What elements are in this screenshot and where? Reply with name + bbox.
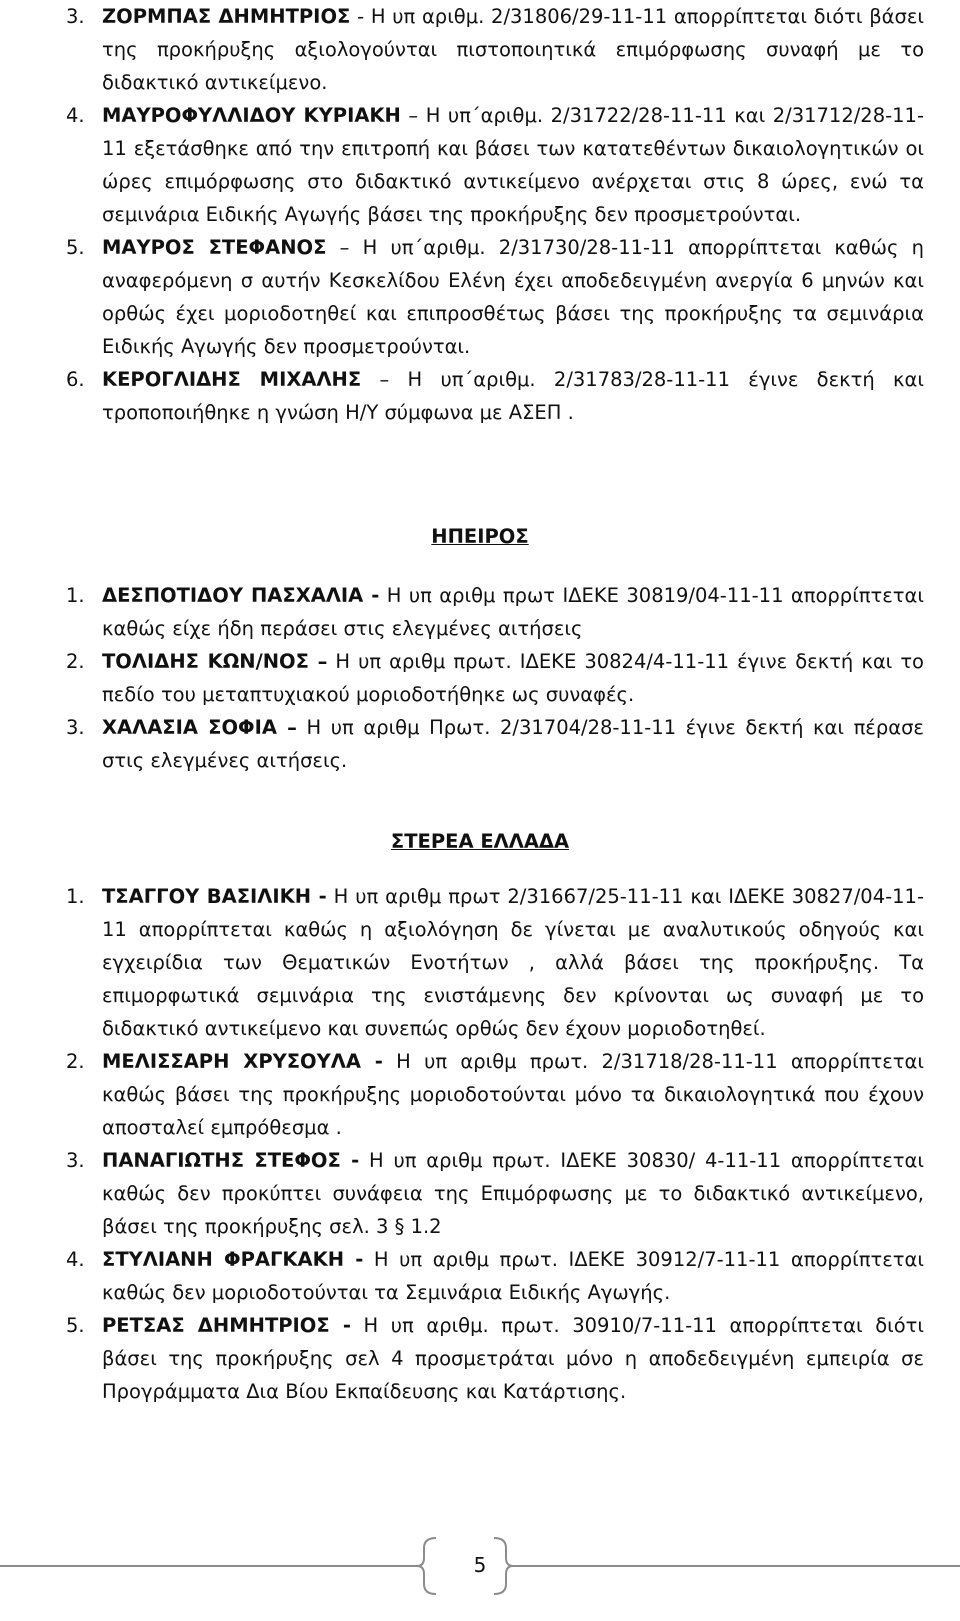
item-text: Η υπ αριθμ πρωτ ΙΔΕΚΕ 30819/04-11-11 απορρίπτεται καθώς είχε ήδη περάσει στις ελεγμένες αιτήσεις xyxy=(102,584,925,640)
item-text: – Η υπ΄αριθμ. 2/31722/28-11-11 και 2/31712/28-11-11 εξετάσθηκε από την επιτροπή και βάσει των κατατεθέντων δικαιολογητικών οι ώρες επιμόρφωσης στο διδακτικό αντικείμενο ανέρχεται στις 8 ώρες, ενώ τα σεμινάρια Ειδικής Αγωγής βάσει της προκήρυξης δεν προσμετρούνται. xyxy=(102,104,925,226)
applicant-name: ΣΤΥΛΙΑΝΗ ΦΡΑΓΚΑΚΗ - xyxy=(102,1248,364,1271)
applicant-name: ΡΕΤΣΑΣ ΔΗΜΗΤΡΙΟΣ - xyxy=(102,1314,351,1337)
list-item xyxy=(66,231,924,363)
item-text: Η υπ αριθμ πρωτ. ΙΔΕΚΕ 30824/4-11-11 έγινε δεκτή και το πεδίο του μεταπτυχιακού μοριοδοτήθηκε ως συναφές. xyxy=(102,650,924,706)
item-text: Η υπ αριθμ Πρωτ. 2/31704/28-11-11 έγινε δεκτή και πέρασε στις ελεγμένες αιτήσεις. xyxy=(102,716,924,772)
list-item xyxy=(66,1243,924,1309)
objections-list-epirus xyxy=(66,579,924,777)
applicant-name: ΔΕΣΠΟΤΙΔΟΥ ΠΑΣΧΑΛΙΑ - xyxy=(102,584,380,607)
item-number: 2. xyxy=(66,650,85,673)
applicant-name: ΧΑΛΑΣΙΑ ΣΟΦΙΑ – xyxy=(102,716,297,739)
list-item xyxy=(66,1045,924,1144)
item-text: – Η υπ΄αριθμ. 2/31783/28-11-11 έγινε δεκτή και τροποποιήθηκε η γνώση Η/Υ σύμφωνα με ΑΣΕΠ . xyxy=(102,368,924,424)
item-text: Η υπ αριθμ πρωτ. ΙΔΕΚΕ 30912/7-11-11 απορρίπτεται καθώς δεν μοριοδοτούνται τα Σεμινάρια Ειδικής Αγωγής. xyxy=(102,1248,924,1304)
list-item xyxy=(66,363,924,429)
applicant-name: ΜΑΥΡΟΦΥΛΛΙΔΟΥ ΚΥΡΙΑΚΗ xyxy=(102,104,401,127)
item-number: 4. xyxy=(66,1248,85,1271)
item-text: - Η υπ αριθμ. 2/31806/29-11-11 απορρίπτεται διότι βάσει της προκήρυξης αξιολογούνται πιστοποιητικά επιμόρφωσης συναφή με το διδακτικό αντικείμενο. xyxy=(102,5,924,94)
item-number: 2. xyxy=(66,1050,85,1073)
applicant-name: ΜΑΥΡΟΣ ΣΤΕΦΑΝΟΣ xyxy=(102,236,327,259)
item-number: 1. xyxy=(66,584,85,607)
section-heading-epirus: ΗΠΕΙΡΟΣ xyxy=(431,525,529,548)
item-number: 3. xyxy=(66,1149,85,1172)
objections-list-sterea-ellada xyxy=(66,880,924,1408)
applicant-name: ΤΣΑΓΓΟΥ ΒΑΣΙΛΙΚΗ - xyxy=(102,885,327,908)
list-item xyxy=(66,99,924,231)
item-text: – Η υπ΄αριθμ. 2/31730/28-11-11 απορρίπτεται καθώς η αναφερόμενη σ αυτήν Κεσκελίδου Ελένη έχει αποδεδειγμένη ανεργία 6 μηνών και ορθώς έχει μοριοδοτηθεί και επιπροσθέτως βάσει της προκήρυξης τα σεμινάρια Ειδικής Αγωγής δεν προσμετρούνται. xyxy=(102,236,924,358)
item-text: Η υπ αριθμ πρωτ. ΙΔΕΚΕ 30830/ 4-11-11 απορρίπτεται καθώς δεν προκύπτει συνάφεια της Επιμόρφωσης με το διδακτικό αντικείμενο, βάσει της προκήρυξης σελ. 3 § 1.2 xyxy=(102,1149,924,1238)
item-text: Η υπ αριθμ πρωτ. 2/31718/28-11-11 απορρίπτεται καθώς βάσει της προκήρυξης μοριοδοτούνται μόνο τα δικαιολογητικά που έχουν αποσταλεί εμπρόθεσμα . xyxy=(102,1050,924,1139)
list-item xyxy=(66,645,924,711)
list-item xyxy=(66,880,924,1045)
list-item xyxy=(66,579,924,645)
page-number: 5 xyxy=(473,1553,487,1577)
list-item xyxy=(66,711,924,777)
item-number: 1. xyxy=(66,885,85,908)
list-item xyxy=(66,1309,924,1408)
section-heading-sterea-ellada: ΣΤΕΡΕΑ ΕΛΛΑΔΑ xyxy=(390,830,570,853)
list-item xyxy=(66,1144,924,1243)
item-number: 4. xyxy=(66,104,85,127)
applicant-name: ΚΕΡΟΓΛΙΔΗΣ ΜΙΧΑΛΗΣ xyxy=(102,368,362,391)
item-number: 3. xyxy=(66,5,85,28)
applicant-name: ΖΟΡΜΠΑΣ ΔΗΜΗΤΡΙΟΣ xyxy=(102,5,351,28)
applicant-name: ΤΟΛΙΔΗΣ ΚΩΝ/ΝΟΣ – xyxy=(102,650,328,673)
objections-list-continued xyxy=(66,0,924,429)
item-number: 6. xyxy=(66,368,85,391)
page-footer xyxy=(0,1536,960,1596)
item-number: 3. xyxy=(66,716,85,739)
list-item xyxy=(66,0,924,99)
item-text: Η υπ αριθμ πρωτ 2/31667/25-11-11 και ΙΔΕΚΕ 30827/04-11-11 απορρίπτεται καθώς η αξιολόγηση δε γίνεται με αναλυτικούς οδηγούς και εγχειρίδια των Θεματικών Ενοτήτων , αλλά βάσει της προκήρυξης. Τα επιμορφωτικά σεμινάρια της ενιστάμενης δεν κρίνονται ως συναφή με το διδακτικό αντικείμενο και συνεπώς ορθώς δεν έχουν μοριοδοτηθεί. xyxy=(102,885,924,1040)
applicant-name: ΠΑΝΑΓΙΩΤΗΣ ΣΤΕΦΟΣ - xyxy=(102,1149,360,1172)
item-number: 5. xyxy=(66,236,85,259)
item-number: 5. xyxy=(66,1314,85,1337)
item-text: Η υπ αριθμ. πρωτ. 30910/7-11-11 απορρίπτεται διότι βάσει της προκήρυξης σελ 4 προσμετράται μόνο η αποδεδειγμένη εμπειρία σε Προγράμματα Δια Βίου Εκπαίδευσης και Κατάρτισης. xyxy=(102,1314,924,1403)
applicant-name: ΜΕΛΙΣΣΑΡΗ ΧΡΥΣΟΥΛΑ - xyxy=(102,1050,383,1073)
